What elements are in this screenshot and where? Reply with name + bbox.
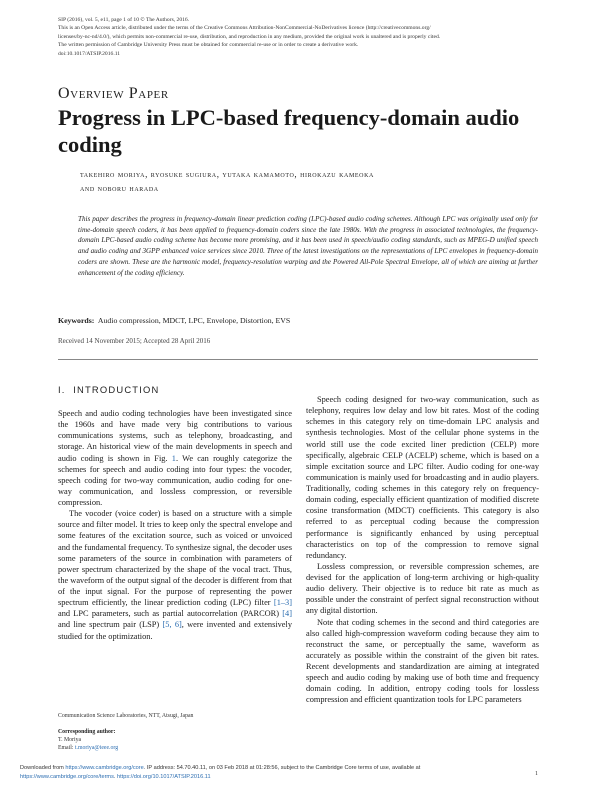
paragraph: Speech coding designed for two-way communication, such as telephony, requires low delay and low bit rates. Most of the coding schemes in this category rely on time-domain LPC analysis and synthesis technologies. Most of the cellular phone systems in the world still use the code excited liner prediction (CELP) more specifically, algebraic CELP (ACELP) scheme, which is based on a simple excitation source and LPC filter. Audio coding for one-way communication is mainly used for broadcasting and in audio players. Traditionally, coding schemes in this category rely on frequency-domain coding, especially efficient quantization of modified discrete cosine transformation (MDCT) coefficients. This category is also referred to as perceptual coding because the compression performance is significantly enhanced by using perceptual characteristics on top of the compression to remove signal redundancy. <box>306 395 539 560</box>
corresponding-author-label: Corresponding author: <box>58 729 116 735</box>
email-label: Email: <box>58 745 75 751</box>
download-notice <box>20 764 520 781</box>
author-list <box>80 167 530 195</box>
corresponding-author-email <box>58 745 118 751</box>
terms-link[interactable]: https://www.cambridge.org/core/terms <box>20 773 114 780</box>
paragraph-text: . We can roughly categorize the schemes for speech and audio coding into four types: the vocoder, speech coding for two-way communication, audio coding for one-way communication, and lossless compression, or reversible compression. <box>58 453 292 507</box>
keywords-label: Keywords: <box>58 316 95 325</box>
paragraph: Note that coding schemes in the second and third categories are also called high-compression waveform coding because they aim to reconstruct the same, or perceptually the same, waveform as accurately as possible within the constraint of the given bit rates. Recent developments and standardization are aiming at integrated speech and audio coding by making use of both time and frequency domain coding. In addition, entropy coding tools for lossless compression and efficient quantization tools for LPC parameters <box>306 617 539 705</box>
affiliation: Communication Science Laboratories, NTT, Atsugi, Japan <box>58 713 194 719</box>
journal-citation: SIP (2016), vol. 5, e11, page 1 of 10 © The Authors, 2016. <box>58 17 190 23</box>
abstract: This paper describes the progress in frequency-domain linear prediction coding (LPC)-based audio coding schemes. Although LPC was originally used only for time-domain speech coders, it has been applied to frequency-domain coders since the late 1980s. With the progress in associated technologies, the frequency-domain LPC-based audio coding scheme has become more promising, and it has been used in speech/audio coding standards, such as MPEG-D unified speech and audio coding and 3GPP enhanced voice services since 2010. Three of the latest investigations on the representations of LPC envelopes in frequency-domain coders are shown. These are the harmonic model, frequency-resolution warping and the Powered All-Pole Spectral Envelope, all of which are aiming at further enhancement of the coding efficiency. <box>78 215 538 277</box>
authors-line-2: and noboru harada <box>80 183 159 193</box>
journal-metadata <box>58 16 536 58</box>
download-prefix: Downloaded from <box>20 765 66 771</box>
left-column <box>58 408 292 642</box>
figure-link[interactable]: 1 <box>171 453 176 463</box>
header-divider <box>58 359 538 360</box>
download-text: . IP address: 54.70.40.11, on 03 Feb 2018 at 01:28:56, subject to the Cambridge Core terms of use, available at <box>143 765 421 771</box>
email-link[interactable]: t.moriya@ieee.org <box>74 745 119 751</box>
citation-link[interactable]: [4] <box>282 609 292 619</box>
paragraph: Lossless compression, or reversible compression schemes, are devised for the application of long-term archiving or high-quality audio delivery. Their objective is to reduce bit rate as much as possible under the constraint of perfect signal reconstruction without any digital distortion. <box>306 561 539 616</box>
authors-line-1: takehiro moriya, ryosuke sugiura, yutaka kamamoto, hirokazu kameoka <box>80 169 374 179</box>
license-line-3: The written permission of Cambridge University Press must be obtained for commercial re-use or in order to create a derivative work. <box>58 42 359 49</box>
doi: doi:10.1017/ATSIP.2016.11 <box>58 50 121 57</box>
keywords <box>58 316 290 325</box>
received-date: Received 14 November 2015; Accepted 28 April 2016 <box>58 337 211 345</box>
paragraph-text: and LPC parameters, such as partial autocorrelation (PARCOR) <box>58 609 283 619</box>
paragraph <box>58 508 292 642</box>
paper-title: Progress in LPC-based frequency-domain audio coding <box>58 105 520 157</box>
paragraph-text: Speech and audio coding technologies have been investigated since the 1960s and have made very big contributions to various communications systems, such as telephony, broadcasting, and storage. An historical view of the main developments in speech and audio coding is shown in Fig. <box>58 409 292 463</box>
corresponding-author-name: T. Moriya <box>58 737 82 743</box>
section-number: I. <box>58 384 66 395</box>
paragraph-text: and line spectrum pair (LSP) <box>58 620 163 630</box>
paragraph-text: , were invented and extensively studied for the optimization. <box>58 620 293 641</box>
keywords-value: Audio compression, MDCT, LPC, Envelope, Distortion, EVS <box>97 316 291 325</box>
right-column <box>306 394 539 706</box>
cambridge-core-link[interactable]: https://www.cambridge.org/core <box>65 765 144 771</box>
license-line-1: This is an Open Access article, distributed under the terms of the Creative Commons Attribution-NonCommercial-NoDerivatives licence (http://creativecommons.org/ <box>58 25 431 32</box>
citation-link[interactable]: [5, 6] <box>162 620 182 630</box>
section-heading <box>58 384 160 395</box>
page-number: 1 <box>535 771 538 777</box>
citation-link[interactable]: [1–3] <box>273 598 292 608</box>
paper-type: Overview Paper <box>58 85 169 102</box>
license-line-2: licenses/by-nc-nd/4.0/), which permits non-commercial re-use, distribution, and reproduction in any medium, provided the original work is unaltered and is properly cited. <box>58 33 441 40</box>
download-separator: . <box>113 773 117 780</box>
paragraph-text: The vocoder (voice coder) is based on a structure with a simple source and filter model. It tries to keep only the spectral envelope and some features of the excitation source, such as voiced or unvoiced and the fundamental frequency. To synthesize signal, the decoder uses some parameters of the source in combination with parameters of power spectrum characterized by the shape of the vocal tract. Thus, the waveform of the output signal of the decoder is different from that of the input signal. For the purpose of representing the power spectrum efficiently, the linear prediction coding (LPC) filter <box>58 509 292 608</box>
doi-link[interactable]: https://doi.org/10.1017/ATSIP.2016.11 <box>117 773 211 780</box>
section-title: INTRODUCTION <box>73 384 160 395</box>
paragraph <box>58 408 292 508</box>
